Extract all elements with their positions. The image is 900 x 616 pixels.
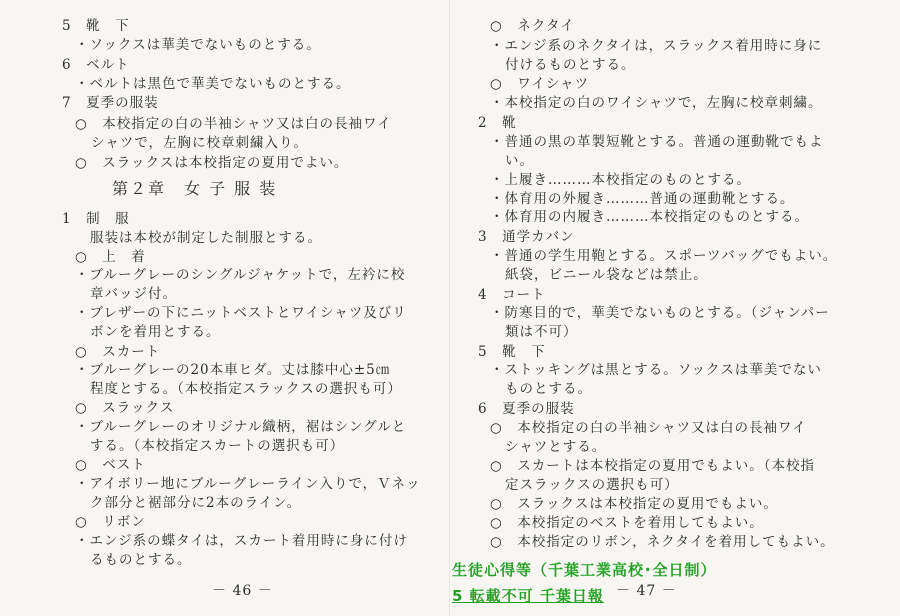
text-line: 7 夏季の服装 xyxy=(62,95,159,111)
text-line: ・アイボリー地にブルーグレーライン入りで，Ｖネッ xyxy=(75,476,421,492)
text-line: ○ スカートは本校指定の夏用でもよい。（本校指 xyxy=(490,458,816,474)
text-line: ボンを着用とする。 xyxy=(90,324,221,340)
right-page xyxy=(450,0,900,616)
text-line: ○ ベスト xyxy=(75,457,146,473)
page-number: － 47 － xyxy=(616,583,677,599)
text-line: 章バッジ付。 xyxy=(90,286,177,302)
section-heading: 2 靴 xyxy=(478,115,517,131)
text-line: ○ 本校指定のベストを着用してもよい。 xyxy=(490,515,764,531)
page-number: － 46 － xyxy=(212,583,273,599)
text-line: ・エンジ系の蝶タイは，スカート着用時に身に付け xyxy=(75,533,408,549)
section-heading: 1 制 服 xyxy=(62,211,130,227)
text-line: ・防寒目的で，華美でないものとする。（ジャンパー xyxy=(490,305,830,321)
source-banner-title: 生徒心得等（千葉工業高校･全日制） xyxy=(452,561,717,579)
text-line: 紙袋，ビニール袋などは禁止。 xyxy=(505,267,708,283)
chapter-heading: 第２章 女 子 服 装 xyxy=(112,179,278,198)
text-line: シャツで，左胸に校章刺繍入り。 xyxy=(91,135,308,151)
section-heading: 5 靴 下 xyxy=(478,344,546,360)
text-line: ものとする。 xyxy=(505,381,592,397)
text-line: ○ スラックス xyxy=(75,400,175,416)
text-line: ○ 上 着 xyxy=(75,249,146,265)
text-line: ○ ネクタイ xyxy=(490,18,575,34)
text-line: ・普通の黒の革製短靴とする。普通の運動靴でもよ xyxy=(490,134,824,150)
text-line: ・ブルーグレーのオリジナル織柄，裾はシングルと xyxy=(75,419,407,435)
text-line: ・ベルトは黒色で華美でないものとする。 xyxy=(75,76,351,92)
text-line: する。（本校指定スカートの選択も可） xyxy=(90,438,345,454)
text-line: ○ スカート xyxy=(75,344,161,360)
text-line: ・エンジ系のネクタイは，スラックス着用時に身に xyxy=(490,38,823,54)
text-line: 定スラックスの選択も可） xyxy=(505,477,679,493)
text-line: ・ブレザーの下にニットベストとワイシャツ及びリ xyxy=(75,305,407,321)
text-line: るものとする。 xyxy=(90,552,192,568)
text-line: 付けるものとする。 xyxy=(505,57,636,73)
section-heading: 6 夏季の服装 xyxy=(478,401,575,417)
section-heading: 4 コート xyxy=(478,287,546,303)
text-line: ・上履き………本校指定のものとする。 xyxy=(490,172,751,188)
text-line: ・ブルーグレーのシングルジャケットで，左衿に校 xyxy=(75,267,406,283)
text-line: ○ リボン xyxy=(75,514,146,530)
text-line: ・ストッキングは黒とする。ソックスは華美でない xyxy=(490,362,822,378)
text-line: シャツとする。 xyxy=(505,439,607,455)
text-line: ・本校指定の白のワイシャツで，左胸に校章刺繍。 xyxy=(490,95,823,111)
text-line: い。 xyxy=(505,153,534,169)
text-line: ク部分と裾部分に2本のライン。 xyxy=(90,495,302,511)
text-line: 5 靴 下 xyxy=(62,18,130,34)
text-line: 服装は本校が制定した制服とする。 xyxy=(90,230,322,246)
text-line: ○ 本校指定の白の半袖シャツ又は白の長袖ワイ xyxy=(490,420,807,436)
source-banner-notice: 5 転載不可 千葉日報 xyxy=(452,587,604,605)
text-line: 類は不可） xyxy=(505,324,578,340)
text-line: 程度とする。（本校指定スラックスの選択も可） xyxy=(90,381,402,397)
text-line: ○ スラックスは本校指定の夏用でもよい。 xyxy=(490,496,778,512)
text-line: ・体育用の外履き………普通の運動靴とする。 xyxy=(490,191,795,207)
text-line: ○ 本校指定のリボン，ネクタイを着用してもよい。 xyxy=(490,534,835,550)
text-line: ・普通の学生用鞄とする。スポーツバッグでもよい。 xyxy=(490,248,838,264)
section-heading: 3 通学カバン xyxy=(478,229,575,245)
text-line: ・ソックスは華美でないものとする。 xyxy=(75,37,321,53)
text-line: ・体育用の内履き………本校指定のものとする。 xyxy=(490,209,809,225)
text-line: 6 ベルト xyxy=(62,57,130,73)
text-line: ○ ワイシャツ xyxy=(490,76,590,92)
text-line: ○ スラックスは本校指定の夏用でよい。 xyxy=(75,155,349,171)
text-line: ○ 本校指定の白の半袖シャツ又は白の長袖ワイ xyxy=(75,116,392,132)
text-line: ・ブルーグレーの20本車ヒダ。丈は膝中心±5㎝ xyxy=(75,362,391,378)
